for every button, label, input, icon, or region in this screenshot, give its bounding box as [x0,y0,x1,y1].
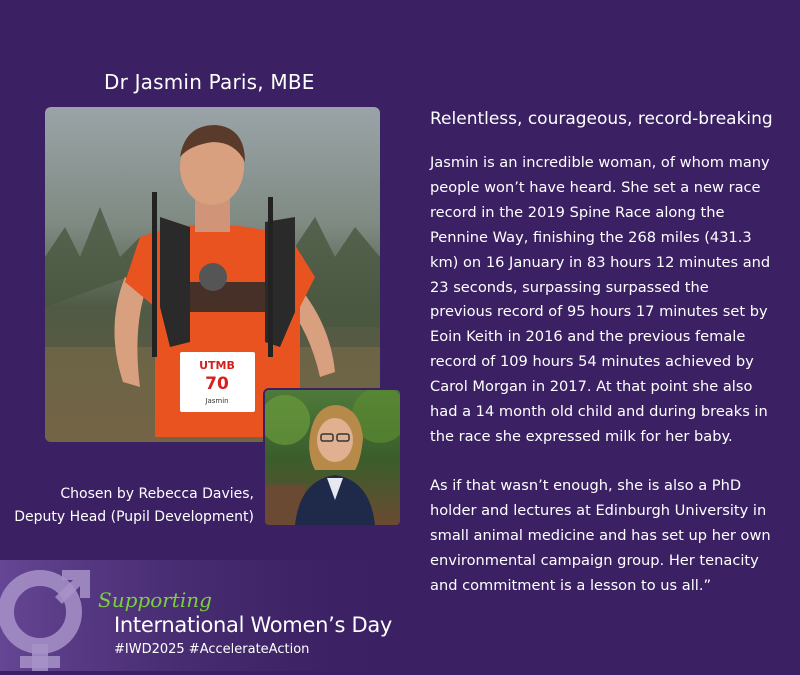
nominator-photo [265,390,400,525]
iwd-venus-symbol-icon [0,560,100,671]
chosen-by-line1: Chosen by Rebecca Davies, [60,486,254,502]
bib-number: 70 [205,374,229,394]
profile-name: Dr Jasmin Paris, MBE [104,70,315,94]
subtitle: Relentless, courageous, record-breaking [430,109,773,129]
nominator-illustration [265,390,400,525]
chosen-by-line2: Deputy Head (Pupil Development) [14,509,254,525]
bio-paragraph-1: Jasmin is an incredible woman, of whom many people won’t have heard. She set a new race record in the 2019 Spine Race along the Pennine Way, finishing the 268 miles (431.3 km) on 16 January in 83 hours 12 minutes and 23 seconds, surpassing surpassed the previous record of 95 hours 17 minutes set by Eoin Keith in 2016 and the previous female record of 109 hours 54 minutes achieved by Carol Morgan in 2017. At that point she also had a 14 month old child and during breaks in the race she expressed milk for her baby. [430,154,771,445]
bib-name: Jasmin [205,397,229,405]
bio-text [430,151,775,622]
bib-brand: UTMB [199,359,235,372]
iwd-supporting: Supporting [98,588,212,612]
chosen-by [0,483,254,529]
bio-paragraph-2: As if that wasn’t enough, she is also a PhD holder and lectures at Edinburgh University in small animal medicine and has set up her own environmental campaign group. Her tenacity and commitment is a lesson to us all.” [430,476,771,594]
iwd-title: International Women’s Day [114,613,393,637]
iwd-hashtags: #IWD2025 #AccelerateAction [114,642,310,657]
